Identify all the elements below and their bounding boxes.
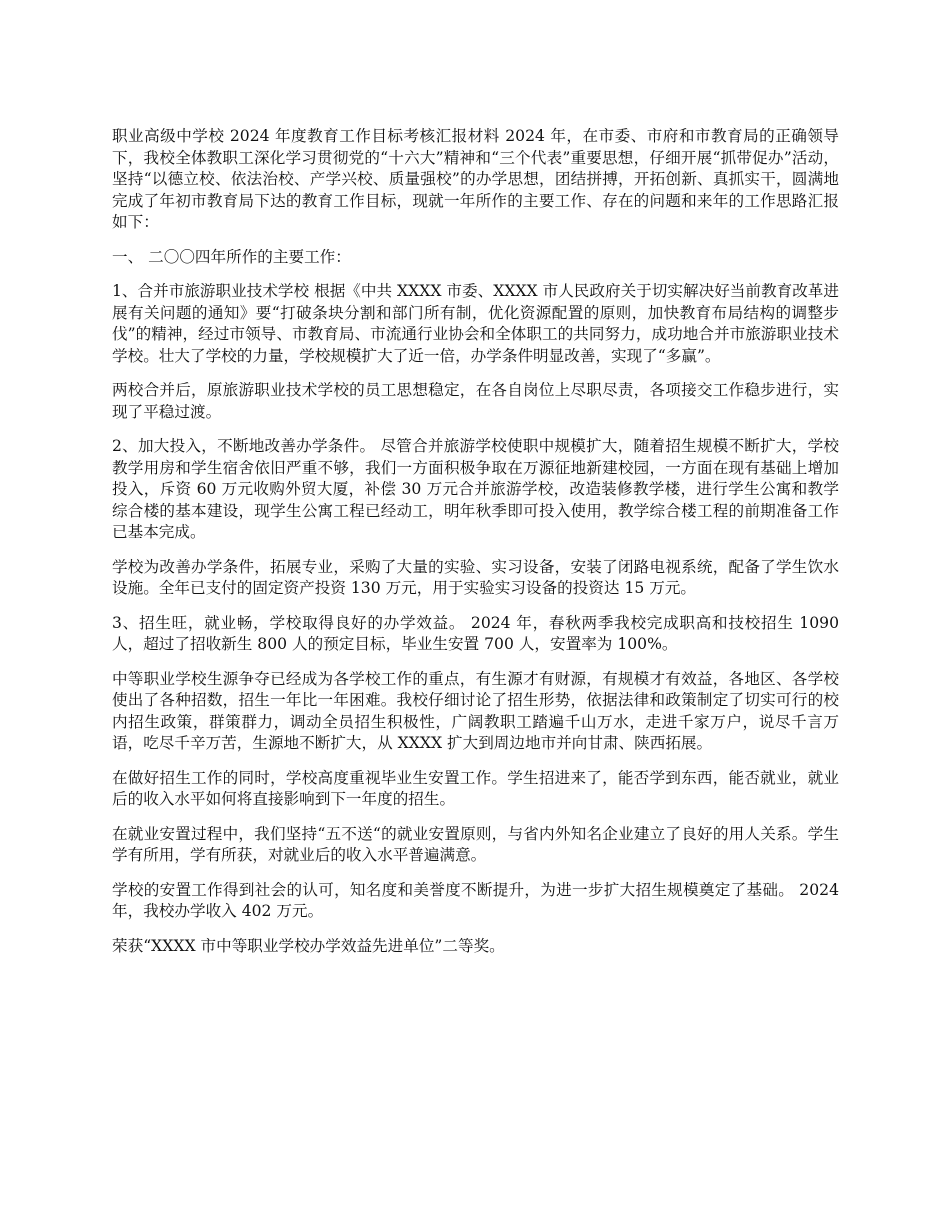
item-3-paragraph: 3、招生旺，就业畅，学校取得良好的办学效益。 2024 年，春秋两季我校完成职高和技校招生 1090 人，超过了招收新生 800 人的预定目标，毕业生安置 700 人，安置率为 100%。: [112, 613, 839, 653]
intro-paragraph: 职业高级中学校 2024 年度教育工作目标考核汇报材料 2024 年，在市委、市府和市教育局的正确领导下，我校全体教职工深化学习贯彻党的“十六大”精神和“三个代表”重要思想，仔细开展“抓带促办”活动，坚持“以德立校、依法治校、产学兴校、质量强校”的办学思想，团结拼搏，开拓创新、真抓实干，圆满地完成了年初市教育局下达的教育工作目标，现就一年所作的主要工作、存在的问题和来年的工作思路汇报如下：: [112, 127, 839, 231]
item-2-paragraph: 2、加大投入，不断地改善办学条件。 尽管合并旅游学校使职中规模扩大，随着招生规模不断扩大，学校教学用房和学生宿舍依旧严重不够，我们一方面积极争取在万源征地新建校园，一方面在现有基础上增加投入，斥资 60 万元收购外贸大厦，补偿 30 万元合并旅游学校，改造装修教学楼，进行学生公寓和教学综合楼的基本建设，现学生公寓工程已经动工，明年秋季即可投入使用，教学综合楼工程的前期准备工作已基本完成。: [112, 437, 839, 541]
section-heading: 一、 二〇〇四年所作的主要工作：: [112, 247, 351, 266]
employment-principle-paragraph: 在就业安置过程中，我们坚持“五不送“的就业安置原则，与省内外知名企业建立了良好的用人关系。学生学有所用，学有所获，对就业后的收入水平普遍满意。: [112, 824, 839, 864]
graduate-placement-paragraph: 在做好招生工作的同时，学校高度重视毕业生安置工作。学生招进来了，能否学到东西，能否就业，就业后的收入水平如何将直接影响到下一年度的招生。: [112, 768, 839, 808]
merger-result-paragraph: 两校合并后，原旅游职业技术学校的员工思想稳定，在各自岗位上尽职尽责，各项接交工作稳步进行，实现了平稳过渡。: [112, 381, 839, 421]
equipment-paragraph: 学校为改善办学条件，拓展专业，采购了大量的实验、实习设备，安装了闭路电视系统，配备了学生饮水设施。全年已支付的固定资产投资 130 万元，用于实验实习设备的投资达 15 万元。: [112, 557, 839, 597]
item-1-paragraph: 1、合并市旅游职业技术学校 根据《中共 XXXX 市委、XXXX 市人民政府关于切实解决好当前教育改革进展有关问题的通知》要“打破条块分割和部门所有制，优化资源配置的原则，加快教育布局结构的调整步伐”的精神，经过市领导、市教育局、市流通行业协会和全体职工的共同努力，成功地合并市旅游职业技术学校。壮大了学校的力量，学校规模扩大了近一倍，办学条件明显改善，实现了“多赢”。: [112, 282, 839, 365]
award-paragraph: 荣获“XXXX 市中等职业学校办学效益先进单位”二等奖。: [112, 936, 505, 955]
document-body: [112, 126, 839, 970]
enrollment-paragraph: 中等职业学校生源争夺已经成为各学校工作的重点，有生源才有财源，有规模才有效益，各地区、各学校使出了各种招数，招生一年比一年困难。我校仔细讨论了招生形势，依据法律和政策制定了切实可行的校内招生政策，群策群力，调动全员招生积极性，广阔教职工踏遍千山万水，走进千家万户，说尽千言万语，吃尽千辛万苦，生源地不断扩大，从 XXXX 扩大到周边地市并向甘肃、陕西拓展。: [112, 669, 839, 752]
income-paragraph: 学校的安置工作得到社会的认可，知名度和美誉度不断提升，为进一步扩大招生规模奠定了基础。 2024 年，我校办学收入 402 万元。: [112, 880, 839, 920]
